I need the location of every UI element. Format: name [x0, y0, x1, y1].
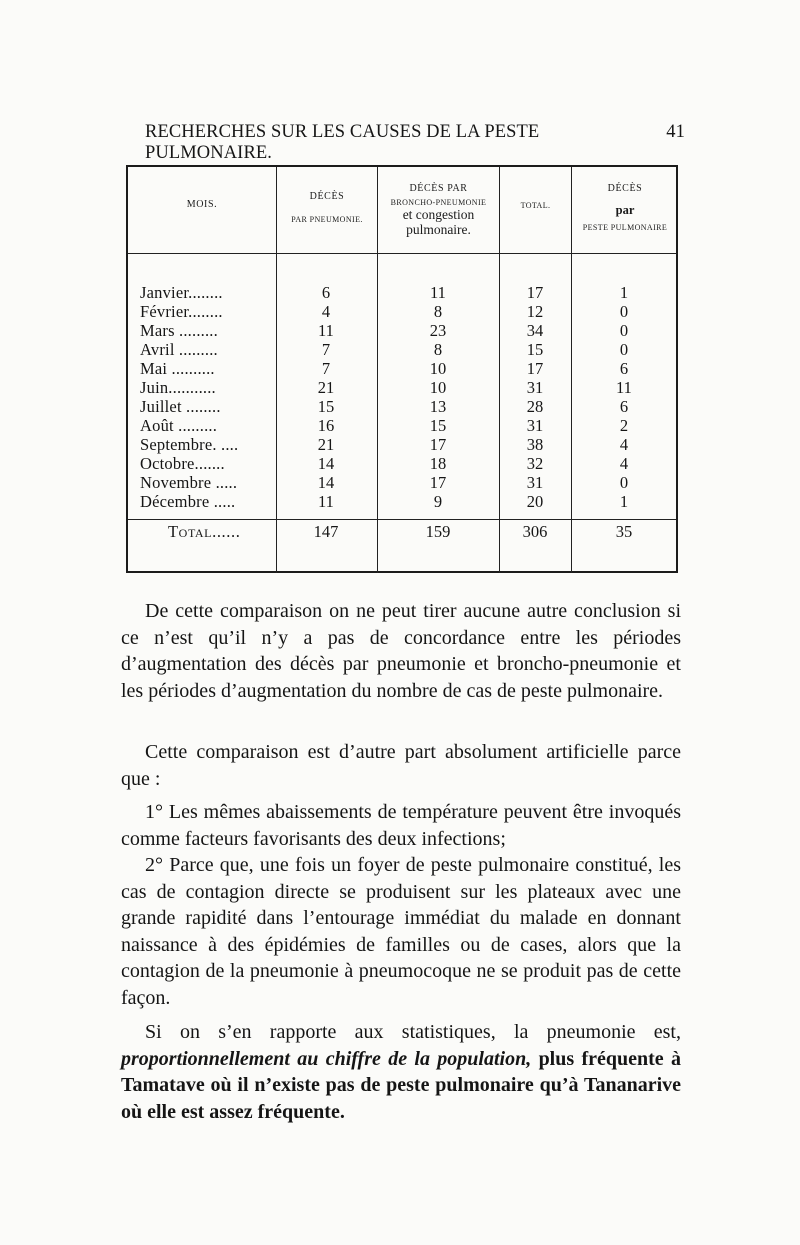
table-row [128, 397, 676, 417]
emphasis-text: proportionnellement au chiffre de la population, [121, 1047, 532, 1070]
peste-cell: 0 [619, 340, 629, 359]
peste-cell: 0 [619, 473, 629, 492]
pneumonie-cell: 21 [317, 378, 335, 397]
header-title: RECHERCHES SUR LES CAUSES DE LA PESTE PULMONAIRE. [145, 122, 540, 163]
month-cell: Août ......... [140, 416, 218, 435]
page-number: 41 [666, 122, 685, 142]
table-row [128, 340, 676, 360]
total-cell: 38 [526, 435, 544, 454]
month-cell: Janvier........ [140, 283, 223, 302]
statistics-text-start: Si on s’en rapporte aux statistiques, la pneumonie est, [145, 1021, 681, 1043]
peste-cell: 0 [619, 321, 629, 340]
total-cell: 34 [526, 321, 544, 340]
pneumonie-total: 147 [313, 522, 339, 541]
header-rule [128, 253, 676, 254]
table-row [128, 473, 676, 493]
broncho-cell: 8 [433, 302, 443, 321]
table-row [128, 321, 676, 341]
statistics-text-end: plus fréquente à Tamatave où il n’existe pas de peste pulmonaire qu’à Tananarive où elle est assez fréquente. [121, 1047, 682, 1123]
total-cell: 15 [526, 340, 544, 359]
paragraph-point-2: 2° Parce que, une fois un foyer de peste pulmonaire constitué, les cas de contagion directe se produisent sur les plateaux avec une grande rapidité dans l’entourage immédiat du malade en donnant naissance à des épidémies de familles ou de cases, alors que la contagion de la pneumonie à pneumocoque ne se produit pas de cette façon. [121, 854, 681, 1009]
broncho-cell: 15 [429, 416, 447, 435]
month-cell: Mai .......... [140, 359, 215, 378]
month-cell: Mars ......... [140, 321, 218, 340]
broncho-cell: 10 [429, 359, 447, 378]
table-row [128, 492, 676, 512]
table-row [128, 359, 676, 379]
total-cell: 32 [526, 454, 544, 473]
table-row [128, 283, 676, 303]
header-total: TOTAL. [520, 201, 551, 210]
pneumonie-cell: 14 [317, 454, 335, 473]
peste-cell: 4 [619, 454, 629, 473]
broncho-cell: 23 [429, 321, 447, 340]
month-cell: Avril ......... [140, 340, 218, 359]
statistics-table [126, 165, 678, 573]
pneumonie-cell: 6 [321, 283, 331, 302]
broncho-cell: 8 [433, 340, 443, 359]
pneumonie-cell: 16 [317, 416, 335, 435]
total-cell: 20 [526, 492, 544, 511]
peste-cell: 11 [616, 378, 632, 397]
month-cell: Décembre ..... [140, 492, 236, 511]
total-cell: 31 [526, 416, 544, 435]
total-cell: 28 [526, 397, 544, 416]
broncho-cell: 10 [429, 378, 447, 397]
header-deces-peste: DÉCÈS par PESTE PULMONAIRE [582, 183, 668, 232]
broncho-cell: 17 [429, 435, 447, 454]
table-row [128, 302, 676, 322]
pneumonie-cell: 14 [317, 473, 335, 492]
pneumonie-cell: 11 [318, 321, 334, 340]
peste-cell: 4 [619, 435, 629, 454]
month-cell: Février........ [140, 302, 223, 321]
totals-rule [128, 519, 676, 520]
pneumonie-cell: 11 [318, 492, 334, 511]
month-cell: Juin........... [140, 378, 216, 397]
total-label: Total...... [168, 522, 241, 541]
paragraph-statistics [121, 1019, 681, 1125]
total-cell: 12 [526, 302, 544, 321]
month-cell: Juillet ........ [140, 397, 221, 416]
peste-cell: 0 [619, 302, 629, 321]
broncho-cell: 13 [429, 397, 447, 416]
table-row [128, 435, 676, 455]
paragraph-point-1: 1° Les mêmes abaissements de température peuvent être invoqués comme facteurs favorisants des deux infections; [121, 801, 681, 850]
month-cell: Septembre. .... [140, 435, 239, 454]
peste-total: 35 [615, 522, 633, 541]
broncho-cell: 18 [429, 454, 447, 473]
peste-cell: 2 [619, 416, 629, 435]
pneumonie-cell: 15 [317, 397, 335, 416]
broncho-cell: 9 [433, 492, 443, 511]
table-row [128, 454, 676, 474]
pneumonie-cell: 4 [321, 302, 331, 321]
header-deces-broncho: DÉCÈS PAR BRONCHO-PNEUMONIE et congestion pulmonaire. [390, 183, 487, 238]
total-cell: 17 [526, 359, 544, 378]
total-cell: 31 [526, 473, 544, 492]
running-header [145, 122, 685, 164]
total-cell: 31 [526, 378, 544, 397]
header-deces-pneumonie: DÉCÈS PAR PNEUMONIE. [291, 191, 363, 224]
peste-cell: 6 [619, 359, 629, 378]
total-cell: 17 [526, 283, 544, 302]
month-cell: Novembre ..... [140, 473, 238, 492]
pneumonie-cell: 21 [317, 435, 335, 454]
table-row [128, 416, 676, 436]
peste-cell: 1 [619, 283, 629, 302]
broncho-cell: 17 [429, 473, 447, 492]
peste-cell: 1 [619, 492, 629, 511]
month-cell: Octobre....... [140, 454, 225, 473]
pneumonie-cell: 7 [321, 359, 331, 378]
peste-cell: 6 [619, 397, 629, 416]
pneumonie-cell: 7 [321, 340, 331, 359]
paragraph-conclusion: De cette comparaison on ne peut tirer aucune autre conclusion si ce n’est qu’il n’y a pas de concordance entre les périodes d’augmentation des décès par pneumonie et broncho-pneumonie et les périodes d’augmentation du nombre de cas de peste pulmonaire. [121, 600, 681, 702]
totals-row [128, 522, 676, 544]
paragraph-artificial: Cette comparaison est d’autre part absolument artificielle parce que : [121, 741, 681, 790]
broncho-total: 159 [425, 522, 451, 541]
grand-total: 306 [522, 522, 548, 541]
table-row [128, 378, 676, 398]
header-mois: MOIS. [186, 199, 218, 210]
broncho-cell: 11 [430, 283, 446, 302]
